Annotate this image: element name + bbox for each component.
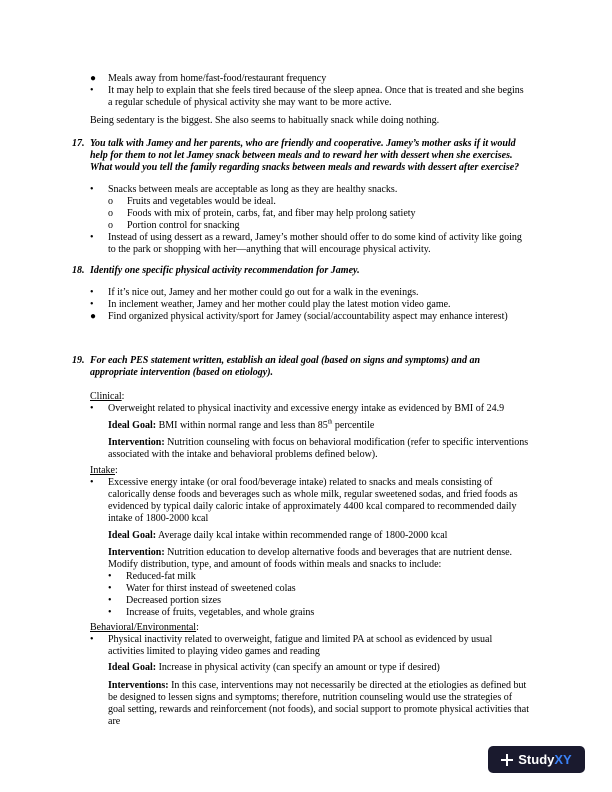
clinical-intervention: Intervention: Nutrition counseling with focus on behavioral modification (refer to specific interventions associated with the intake and behavioral problems defined below). [108,437,529,460]
behavioral-intervention: Interventions: In this case, interventions may not necessarily be directed at the etiologies as defined but be designed to lessen signs and symptoms; therefore, nutrition counseling would use the strategies of goal setting, rewards and reinforcement (not foods), and social support to promote physical activities that are [108,680,529,727]
intake-heading: Intake: [90,465,118,476]
question-number: 18. [72,265,85,276]
bullet-icon: • [108,595,112,606]
question-19 [72,355,530,379]
list-item-text: Find organized physical activity/sport for Jamey (social/accountability aspect may enhance interest) [108,311,508,322]
intake-pes [90,477,530,525]
list-item-text: In inclement weather, Jamey and her mother could play the latest motion video game. [108,299,451,310]
question-text: For each PES statement written, establish an ideal goal (based on signs and symptoms) and an appropriate intervention (based on etiology). [90,355,481,378]
bullet-icon: • [108,607,112,618]
list-item: • Water for thirst instead of sweetened colas [108,583,296,594]
list-item: • Increase of fruits, vegetables, and whole grains [108,607,315,618]
bullet-icon: • [108,583,112,594]
list-item-text: Instead of using dessert as a reward, Jamey’s mother should offer to do some kind of activity like going to the park or shopping with her—anything that will encourage physical activity. [108,232,522,255]
intake-intervention: Intervention: Nutrition education to develop alternative foods and beverages that are nutrient dense. Modify distribution, type, and amount of foods within meals and snacks to include: [108,547,513,570]
plus-icon [501,754,513,766]
circle-bullet-icon: o [108,196,113,207]
bullet-icon: • [90,634,94,645]
sub-list-item [90,196,530,208]
list-item-text: It may help to explain that she feels tired because of the sleep apnea. Once that is treated and she begins a regular schedule of physical activity she may want to be more active. [108,85,524,108]
behavioral-pes [90,634,530,658]
list-item: • Reduced-fat milk [108,571,196,582]
behavioral-heading: Behavioral/Environmental: [90,622,199,633]
bullet-icon: • [90,299,94,310]
sedentary-note: Being sedentary is the biggest. She also seems to habitually snack while doing nothing. [90,115,440,126]
sub-list-item [90,208,530,220]
question-text: You talk with Jamey and her parents, who are friendly and cooperative. Jamey’s mother asks if it would help for them to not let Jamey snack between meals and to reward her with dessert when she exercises. What would you tell the family regarding snacks between meals and rewards with dessert after exercise? [90,138,520,173]
circle-bullet-icon: o [108,220,113,231]
logo-text-study: Study [518,751,555,767]
intake-items [108,571,530,619]
list-item: • Decreased portion sizes [108,595,221,606]
list-item [90,184,530,196]
list-item [90,85,530,109]
pes-statement: Excessive energy intake (or oral food/beverage intake) related to snacks and meals consisting of calorically dense foods and beverages such as whole milk, regular sweetened sodas, and fried foods as evidenced by typical daily caloric intake of approximately 4400 kcal compared to recommended daily intake of 1800-2000 kcal [108,477,518,524]
bullet-icon: • [108,571,112,582]
bullet-icon: • [90,184,94,195]
sub-list-item-text: Foods with mix of protein, carbs, fat, and fiber may help prolong satiety [127,208,416,219]
q17-answer-list [90,184,530,256]
pes-statement: Physical inactivity related to overweight, fatigue and limited PA at school as evidenced by usual activities limited to playing video games and reading [108,634,493,657]
bullet-icon: ● [90,73,97,84]
circle-bullet-icon: o [108,208,113,219]
bullet-icon: • [90,287,94,298]
list-item [90,232,530,256]
list-item [90,299,530,311]
list-item-text: Snacks between meals are acceptable as long as they are healthy snacks. [108,184,398,195]
sub-list-item-text: Portion control for snacking [127,220,240,231]
bullet-icon: ● [90,311,97,322]
question-number: 17. [72,138,85,149]
clinical-goal: Ideal Goal: BMI within normal range and less than 85th percentile [108,419,375,431]
sub-list-item-text: Fruits and vegetables would be ideal. [127,196,276,207]
sub-list-item [90,220,530,232]
question-18 [72,265,530,277]
list-item-text: Meals away from home/fast-food/restaurant frequency [108,73,327,84]
top-bullet-list [90,73,530,109]
clinical-heading: Clinical: [90,391,125,402]
bullet-icon: • [90,232,94,243]
question-17 [72,138,530,174]
question-text: Identify one specific physical activity recommendation for Jamey. [90,265,360,276]
logo-text-xy: XY [554,751,572,767]
pes-statement: Overweight related to physical inactivity and excessive energy intake as evidenced by BMI of 24.9 [108,403,505,414]
intake-goal: Ideal Goal: Average daily kcal intake within recommended range of 1800-2000 kcal [108,530,448,541]
list-item [90,73,530,85]
studyxy-logo[interactable] [488,746,585,773]
bullet-icon: • [90,477,94,488]
list-item-text: If it’s nice out, Jamey and her mother could go out for a walk in the evenings. [108,287,419,298]
bullet-icon: • [90,85,94,96]
question-number: 19. [72,355,85,366]
bullet-icon: • [90,403,94,414]
behavioral-goal: Ideal Goal: Increase in physical activity (can specify an amount or type if desired) [108,662,440,673]
list-item [90,311,530,323]
list-item [90,287,530,299]
q18-answer-list [90,287,530,323]
clinical-pes [90,403,530,415]
